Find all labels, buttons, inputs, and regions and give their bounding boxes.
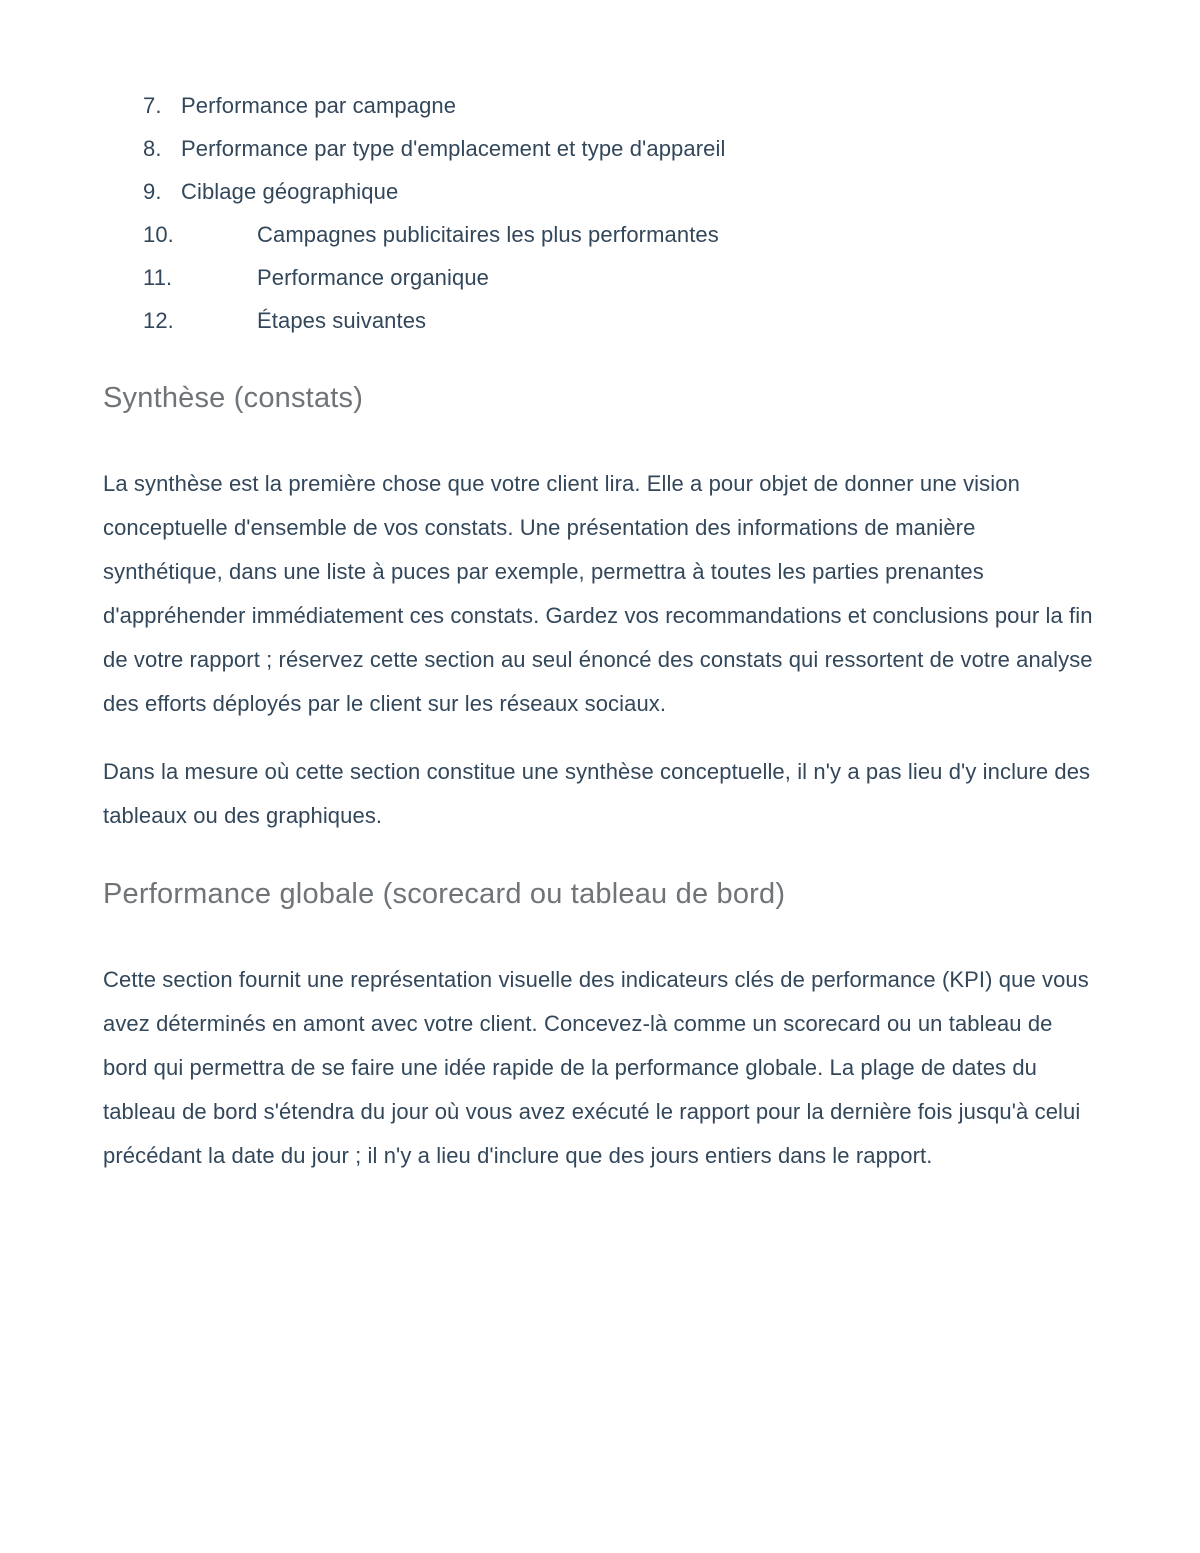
section-heading: Synthèse (constats) (103, 382, 364, 414)
section-heading: Performance globale (scorecard ou tableau de bord) (103, 878, 786, 910)
toc-item (103, 170, 1100, 213)
toc-item-number: 8. (143, 136, 162, 161)
table-of-contents (103, 84, 1100, 342)
section-paragraph: Cette section fournit une représentation visuelle des indicateurs clés de performance (KPI) que vous avez déterminés en amont avec votre client. Concevez-là comme un scorecard ou un tableau de bord qui permettra de se faire une idée rapide de la performance globale. La plage de dates du tableau de bord s'étendra du jour où vous avez exécuté le rapport pour la dernière fois jusqu'à celui précédant la date du jour ; il n'y a lieu d'inclure que des jours entiers dans le rapport. (103, 967, 1089, 1168)
toc-item-number: 10. (143, 222, 174, 247)
toc-item-label: Étapes suivantes (257, 308, 427, 333)
toc-item (103, 127, 1100, 170)
toc-item (103, 256, 1100, 299)
toc-item-number: 12. (143, 308, 174, 333)
section-paragraph: La synthèse est la première chose que votre client lira. Elle a pour objet de donner une vision conceptuelle d'ensemble de vos constats. Une présentation des informations de manière synthétique, dans une liste à puces par exemple, permettra à toutes les parties prenantes d'appréhender immédiatement ces constats. Gardez vos recommandations et conclusions pour la fin de votre rapport ; réservez cette section au seul énoncé des constats qui ressortent de votre analyse des efforts déployés par le client sur les réseaux sociaux. (103, 471, 1093, 716)
toc-item-label: Ciblage géographique (181, 179, 399, 204)
toc-item-label: Performance par type d'emplacement et type d'appareil (181, 136, 726, 161)
toc-item-label: Performance organique (257, 265, 490, 290)
toc-item-label: Performance par campagne (181, 93, 457, 118)
document-section (103, 378, 1100, 838)
document-sections (103, 378, 1100, 1178)
toc-item (103, 299, 1100, 342)
toc-item-label: Campagnes publicitaires les plus performantes (257, 222, 719, 247)
toc-item (103, 84, 1100, 127)
section-paragraph: Dans la mesure où cette section constitue une synthèse conceptuelle, il n'y a pas lieu d'y inclure des tableaux ou des graphiques. (103, 759, 1091, 828)
toc-item-number: 11. (143, 265, 173, 290)
toc-item-number: 9. (143, 179, 162, 204)
toc-item-number: 7. (143, 93, 162, 118)
document-section (103, 874, 1100, 1178)
toc-item (103, 213, 1100, 256)
